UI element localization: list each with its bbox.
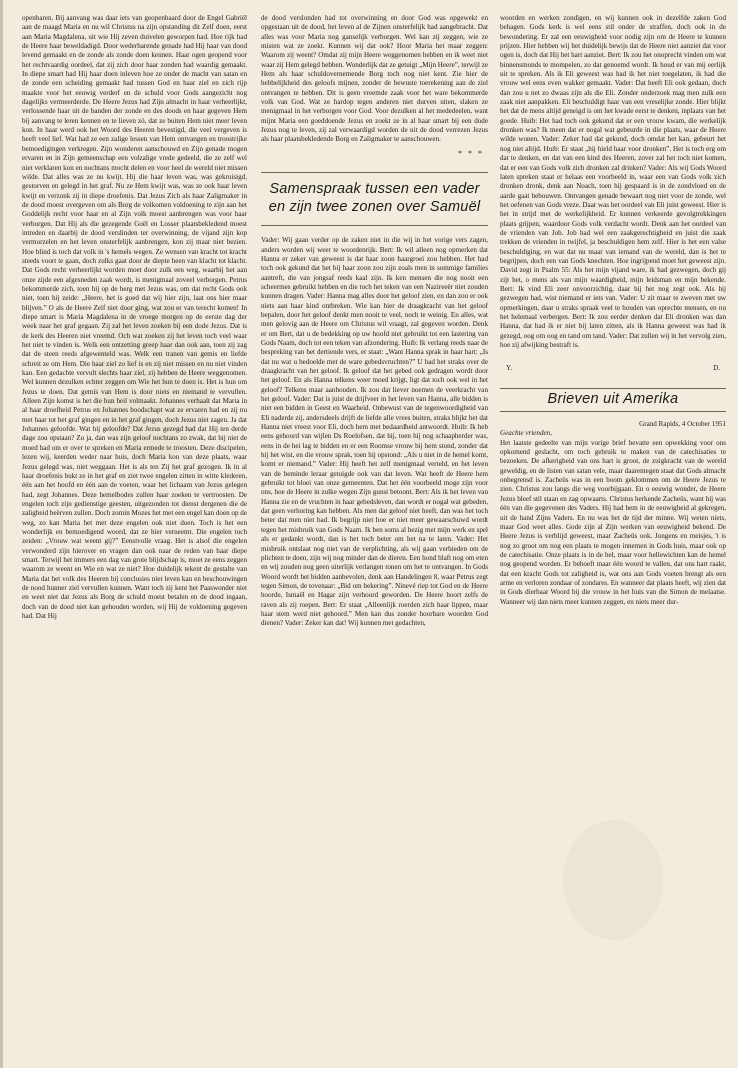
- article-2-continuation: woorden en werken zondigen, en wij kunnen ook in dezelfde zaken God behagen. Gods kerk is wel eens stil onder de straffen, doch ook in de bewondering. Er zal een eeuwigheid voor nodig zijn om de Heere te kunnen prijzen. Hier hebben wij het duidelijk bewijs dat de Heere niet aanziet dat voor ogen is, doch dat Hij het hart aanziet. Bert: Ik zou het onoprecht vinden om wat binnensmonds te mompelen, zo dat genoemd wordt. Ik houd er van mij eerlijk uit te spreken. Als ik Eli geweest was had ik het niet toegelaten, ik had die vrouw wel eens even wakker gemaakt. Vader: Dat heeft Eli ook gedaan, doch dan zou u net zo dwaas zijn als die Eli. Zonder onderzoek mag men zulk een zaak niet aanpakken. Eli beschuldigt haar van een vreselijke zonde. Hier blijkt het dat de mens altijd geneigd is om het kwade eerst te denken, inplaats van het goede. Huib: Het had toch ook gekund dat er een vrouw kwam, die werkelijk dronken was? Ik meen dat er nogal wat gebeurde in die plaats, waar de Heere wilde wonen. Vader: Zeker had dat gekund, doch omdat het kan, gebeurt het nog niet altijd. Huib: Er staat „hij hield haar voor dronken”. Het is toch erg om dat te denken, en dat van een kind des Heeren, zover zal het toch niet komen, dat er een van Gods volk zich dronken zal drinken? Vader: Als wij Gods Woord laten spreken staat er helaas een voorbeeld in, waar een van Gods volk zich dronken dronk, denk aan Noach, toen hij gespaard is in de zondvloed en de aarde gaat bebouwen. Ontvangen genade bewaart nog niet voor de zonde, wel het oefenen van Gods vreze. Daar was het oordeel van Eli juist geweest. Hier is het in strijd met de werkelijkheid. Er kunnen verkeerde gevolgtrekkingen plaats grijpen, waardoor Gods volk verdacht wordt. Denk aan het oordeel van de vrienden van Job. Job had wel een zaakgerechtigheid en juist die zaak trekken de vrienden in twijfel, ja beschuldigen hem zelf. Hier is het een valse beschuldiging, en wat dat nu maar van iemand van de wereld, dan is het te begrijpen, doch een van Gods knechten. Hoe ingrijpend moet het geweest zijn. David zegt in Psalm 55: Als het mijn vijand ware, ik had gezwegen, doch gij zijt het, o mens als van mijn waardigheid, mijn leidsman en mijn bekende. Bert: Ik vind Eli zeer onvoorzichtig, daar hij het nog zegt ook. Als hij gezwegen had, wist niemand er iets van. Vader: U zit maar te zweven met uw opmerkingen, daar u straks spraak veel te houden van oprechte mensen, en nu het helemaal verbergen. Bert: Ik zou eerder denken dat Eli dronken was dan Hanna, dat had ik er niet bij laten zitten, als ik Hanna geweest was had ik gezegd, oog om oog en tand om tand. Vader: Dat zullen wij in het vervolg zien, hoe zij afwijking bestraft is.: [500, 14, 726, 350]
- paper-stain: [563, 820, 663, 940]
- article-1-body: openbaren. Bij aanvang was daar iets van geopenbaard door de Engel Gabriël aan de maagd Maria en nu wil Christus na zijn opstanding dit Zelf doen, eerst aan Maria Magdalena, uit wie Hij zeven duivelen geworpen had. Hoe rijk had de Heere haar beweldadigd. Door wederbarende genade had Hij haar van dood levend gemaakt en de zonde als zonde doen kennen. Haar ogen geopend voor het rechtvaardig oordeel, dat zij zich door haar zonden had waardig gemaakt. In diepe smart had Hij haar doen inleven hoe ze onder de macht van satan en de zonde een scheiding gemaakt had tussen God en haar ziel en zich rijp maakte voor het eeuwig verderf en de schuld voor Gods aangezicht nog dagelijks vermeerderde. De Heere Jezus had Zijn almacht in haar verheerlijkt, verlossende haar uit de banden der zonde en des doods en haar gegeven Hem bij aanvang te leren kennen en te lieven zó, dat ze buiten Hem niet meer leven kon. In haar werd ook het Woord des Heeren bevestigd, die veel vergeven is heeft veel lief. Wat had ze een zalige lessen van Hem ontvangen en troostrijke bemoedigingen verkregen. Zijn wonderen aanschouwd en Zijn genade mogen ervaren en in Zijn gemeenschap een volzalige vrede gedeeld, die ze zelf wel niet verklaren kon en nochtans mocht delen en voor heel de wereld niet missen wilde. Dat alles was ze nu kwijt. Hij die haar leven was, was gekruisigd, gestorven en gelegd in het graf. Nu ze Hem kwijt was, was ze ook haar leven kwijt en verzonk zij in diepe droefenis. Dat Jezus Zich als haar Zaligmaker in de dood moest overgeven om als Borg de volkomen voldoening te zijn aan het Goddelijk recht voor haar en al Zijn volk moest aanbrengen was voor haar verborgen. Dat Hij als die gezegende Goël en Losser plaatsbekledend moest intreden en daarbij de dood verslinden ter overwinning, de vijand zijn kop vermorzelen en het leven onsterfelijk aanbrengen, kon zij maar niet bezien. Hoe blind is toch dat volk in 's hemels wegen. Ze wensen van kracht tot kracht steeds voort te gaan, doch zulks gaat door de diepte heen van klacht tot klacht. Dat Gods recht verheerlijkt worden moet door zulk een weg, waarbij het aan onze zijde een afgesneden zaak wordt, is menigmaal zoveel verborgen. Petrus bekommerde zich, toen hij op de berg met Jezus was, om dat recht Gods ook niet, toen hij zeide: „Heere, het is goed dat wij hier zijn, laat ons hier maar blijven.” O als de Heere Zelf niet door ging, wat zou er van terecht komen! In diepe smart is Maria Magdalena in de vroege morgen op de eerste dag der week naar het graf gegaan. Zij zal het leven zoeken bij een dode Jezus. Dat is de kerk des Heeren niet vreemd. Och wat zoeken zij het leven toch veel waar het niet te vinden is. Welk een ontzetting greep haar dan ook aan, toen zij zag dat de steen reeds afgewenteld was. Welk een tranen van gemis en liefde schreit ze om Hem. Die haar ziel zo lief is en zij niet missen en nu niet vinden kan. Een gedachte vervult slechts haar ziel, zij hebben de Heere weggenomen. Wel kunnen dezulken echter zeggen om Wie het hun te doen is. Het is hun om Jezus te doen. Dat gemis van Hem is door niets en niemand te vervullen. Alleen Zijn komst is het die hun heil volmaakt. Johannes verhaalt dat Maria in al haar droefheid Petrus en Johannes boodschapt wat ze ervaren had en zij nu met haar tot het graf gingen en in het graf gingen, doch Jezus niet zagen. Ja dat Johannes geloofde. Wat hij geloofde? Dat Jezus gezegd had dat Hij ten derde dage zou opstaan? Zo ja, dan was zijn geloof nochtans zo zwak, dat hij niet de moed had om er over te spreken en Maria ermede te troosten. Deze discipelen, lezen wij, keerden weder naar huis, doch Maria kon van deze plaats, waar Jezus gelegd was, niet weggaan. Het is als ten Zij het graf gezogen. Ik in al haar droefenis bukt ze in het graf en ziet twee engelen zitten in witte klederen, één aan het hoofd en één aan de voeten, waar het lichaam van Jezus gelegen had, zegt Johannes. Deze hemelbodes zullen haar zoeken te vertroosten. De engelen toch zijn gedienstige geesten, uitgezonden tot dienst dergenen die de zaligheid beërven zullen. Doch zomin Mozes het met een engel kan doen op de weg, zo kan Maria het met deze engelen ook niet doen. Toch is het een wonderlijk en bemoedigend woord, dat ze hier verneemt. Die engelen toch zeiden: „Vrouw wat weent gij?” Eenstvolle vraag. Het is alsof die engelen verwonderd zijn hierover en vragen dan ook naar de reden van haar diepe smart. Terwijl het immers een dag van grote blijdschap is, moet ze eens zeggen waarom ze weent en Wie en wat ze niet? Hoe duidelijk tekent de gestalte van Maria dat het volk des Heeren bij conclusies niet leven kan en beschouwingen de nood hunner ziel vervullen kunnen. Want toch zij kent het Paaswonder niet en weet niet dat Jezus als Borg de schuld moest betalen en de dood ingaan, doch van de dood niet kan gehouden worden, wij Hij de voldoening gegeven had. Dat Hij: [22, 14, 247, 620]
- article-2-title: Samenspraak tussen een vader en zijn twee zonen over Samuël: [261, 172, 488, 226]
- article-3-body: Het laatste gedeelte van mijn vorige brief bevatte een opwekking voor ons opkomend geslacht, om toch gebruik te maken van de catechisaties te bezoeken. De afkerigheid van ons hart is groot, de zuigkracht van de wereld geweldig, en de listen van satan vele, maar daarentegen staat dat Gods almacht onbegrensd is. Zacheüs was in een boom geklommen om de Heere Jezus te zien. Christus zou langs die weg voorbijgaan. En o eeuwig wonder, de Heere Jezus bleef stil staan en zag opwaarts. Christus herkende Zacheüs, want hij was één van die gegevenen des Vaders. Hij had hem in de eeuwigheid al gekregen, uit de hand Zijns Vaders. En nu was het de tijd der minne. Wij weten niets, maar God weet alles. Gode zijn al Zijn werken van eeuwigheid bekend. De Heere Jezus is verblijd geweest, maar Zacheüs ook. Jongens en meisjes, 't is nog zo groot om nog een plaats te mogen innemen in Gods huis, maar ook op de catechisatie. Onze plaats is in de hel, maar voor hellewichten kan de hemel nog geopend worden. Er behoeft maar één woord te vallen, dat ons hart raakt, dat een kracht Gods tot zaligheid is, wat ons aan Gods voeten brengt als een arme en verloren zondaar of zondares. En wanneer dat plaats heeft, wij zien dat in Gods dierbaar Woord bij die vrouw in het huis van die Simon de melaatse. Wanneer wij dan niets meer kunnen zeggen, en niets meer dur-: [500, 438, 726, 606]
- article-3-dateline: Grand Rapids, 4 October 1951: [639, 420, 726, 429]
- column-1: [22, 14, 247, 621]
- signature-right: D.: [713, 364, 720, 373]
- article-2-body: Vader: Wij gaan verder op de zaken niet in die wij in het vorige vers zagen, anders worden wij weer te woordenrijk. Bert: Ik wil alleen nog opmerken dat Hanna er zeker van geweest is dat haar zoon haargroei zou hebben. Het had toch ook gekund dat het bij haar zoon zou zijn zoals men in sommige families aantreft, die van jongsaf reeds kaal zijn. Ik ken mensen die nog nooit een scheermes gebruikt hebben en die toch het teken van een Nazireeër niet zouden kunnen dragen. Vader: Hanna mag alles door het geloof zien, en dan zou er ook niets aan haar kind ontbreken. Wie kan hier de draagkracht van het geloof bepalen, door het geloof denkt men nooit te veel, noch te weinig. En alles, wat men gelovig aan de Heere om Christus wil vraagt, zal gegeven worden. Denk er om Bert, dat u de bedekking op uw hoofd niet gebruikt tot een lastering van Gods Naam, doch tot een teken van afzondering. Huib: Ik verlang reeds naar de bespreking van het dertiende vers, er staat: „Want Hanna sprak in haar hart: „Is dat nu wat u bedoelde met de ware gebedsvruchten?” U had het straks over de draagkracht van het geloof. Ik geloof dat het gebed ook gedragen wordt door het geloof. En als Hanna telkens weer moed krijgt, ligt dat toch ook wel in het geloof? Telkens maar aanhouden. Ik zou dat liever noemen de veerkracht van het geloof. Vader: Dat is juist de drijfveer in het leven van Hanna, alle bidden is niet een bidden in Geest en Waarheid. Onbewust van de tegenwoordigheid van Eli naderde zij, andersdeels drijft de liefde alle vrees buiten, straks blijkt het dat Hanna niet vreest voor Eli, doch hem met bedaardheid antwoordt. Huib: Ik heb eens gehoord van wijlen Ds Roelofsen, dat hij, toen hij nog schaapherder was, eens in de hei lag te bidden en er een Roomse vrouw bij hem stond, zonder dat hij het wist, en die vrouw sprak, toen hij opstond: „Als u niet in de hemel komt, komt er niemand.” Vader: Hij heeft het zelf menigmaal verteld, en het leven van de beminde leraar getuigde ook van dat leven. Wat heeft de Heere hem gebruikt tot bloei van onze gemeenten. Dat het één voorbeeld moge zijn voor ons, hoe de Heere in zulke wegen Zijn gunst betoont. Bert: Als ik het leven van Hanna zie en de vruchten in haar gebedsleven, dan wordt er nogal wat gebeden, dat geen verhoring kan hebben. Als men dat geloof niet heeft, dan was het toch beter dat men niet bad. Ik begrijp niet hoe er niet meer gewaarschuwd wordt tegen het misbruik van Gods Naam. Ik ben soms al bezig met mijn werk en spel als er gedankt wordt, dan is het toch beter om het na te laten. Vader: Het misbruik ontslaat nog niet van de verplichting, als wij gaan verbieden om de plichten te doen, zijn wij nog minder dan de dieren. Een hond blaft nog om eten en wij zouden nog geen uiterlijk verlangen tonen om het te ontvangen. In Gods Woord wordt het bidden aanbevolen, denk aan Handelingen 8, waar Petrus zegt tegen Simon, de tovenaar: „Bid om bekering”. Ninevé riep tot God en de Heere hoorde, Ismaël en Hagar zijn verhoord geworden. De Heere hoort zelfs de raven als zij roepen. Bert: Er staat „Alleenlijk roerden zich haar lippen, maar haar stem werd niet gehoord.” Men kan dus zonder hoorbare woorden God dienen? Vader: Zeker kan dat! Wij kunnen met gedachten,: [261, 236, 488, 628]
- column-3: [500, 14, 726, 607]
- section-separator: * * *: [458, 148, 484, 158]
- article-1-continuation: de dood verslonden had tot overwinning en door God was opgewekt en opgestaan uit de dood, het leven al de Zijnen onsterfelijk had aangebracht. Dat alles was voor Maria nog ganselijk verborgen. Wel kan zij zeggen, wie ze misten wat ze zoekt. Kunnen wij dat ook? Hoor Maria het maar zeggen: Waarom zij weent? Omdat zij mijn Heere weggenomen hebben en ik weet niet waar zij Hem gelegd hebben. Wonderlijk dat ze getuigt „Mijn Heere”, terwijl ze Hem als haar schuldovernemende Borg toch nog niet kent. Zie hier de hebbelijkheid des geloofs mijnen, zonder de bewuste toerekening aan de ziel ontvangen te hebben. Dit is geen vreemde zaak voor het ware bekommerde volk van God. Wat ze hardop tegen anderen niet durven uiten, slaken ze menigmaal in het verborgen voor God. Voor dezulken al het mededeelen, want mijnt Maria een goeddoende Jezus en zoekt ze in al haar smart bij een dode Jezus nog te leven, zij zal verwaardigd worden de uit de dood verrezen Jezus als haar plaatsbekledende Borg en Zaligmaker te aanschouwen.: [261, 14, 488, 144]
- article-3-greeting: Geachte vrienden,: [500, 429, 552, 438]
- column-2: [261, 14, 488, 629]
- signature-left: Y.: [506, 364, 512, 373]
- article-2-signature: [506, 364, 720, 373]
- article-3-title: Brieven uit Amerika: [500, 388, 726, 412]
